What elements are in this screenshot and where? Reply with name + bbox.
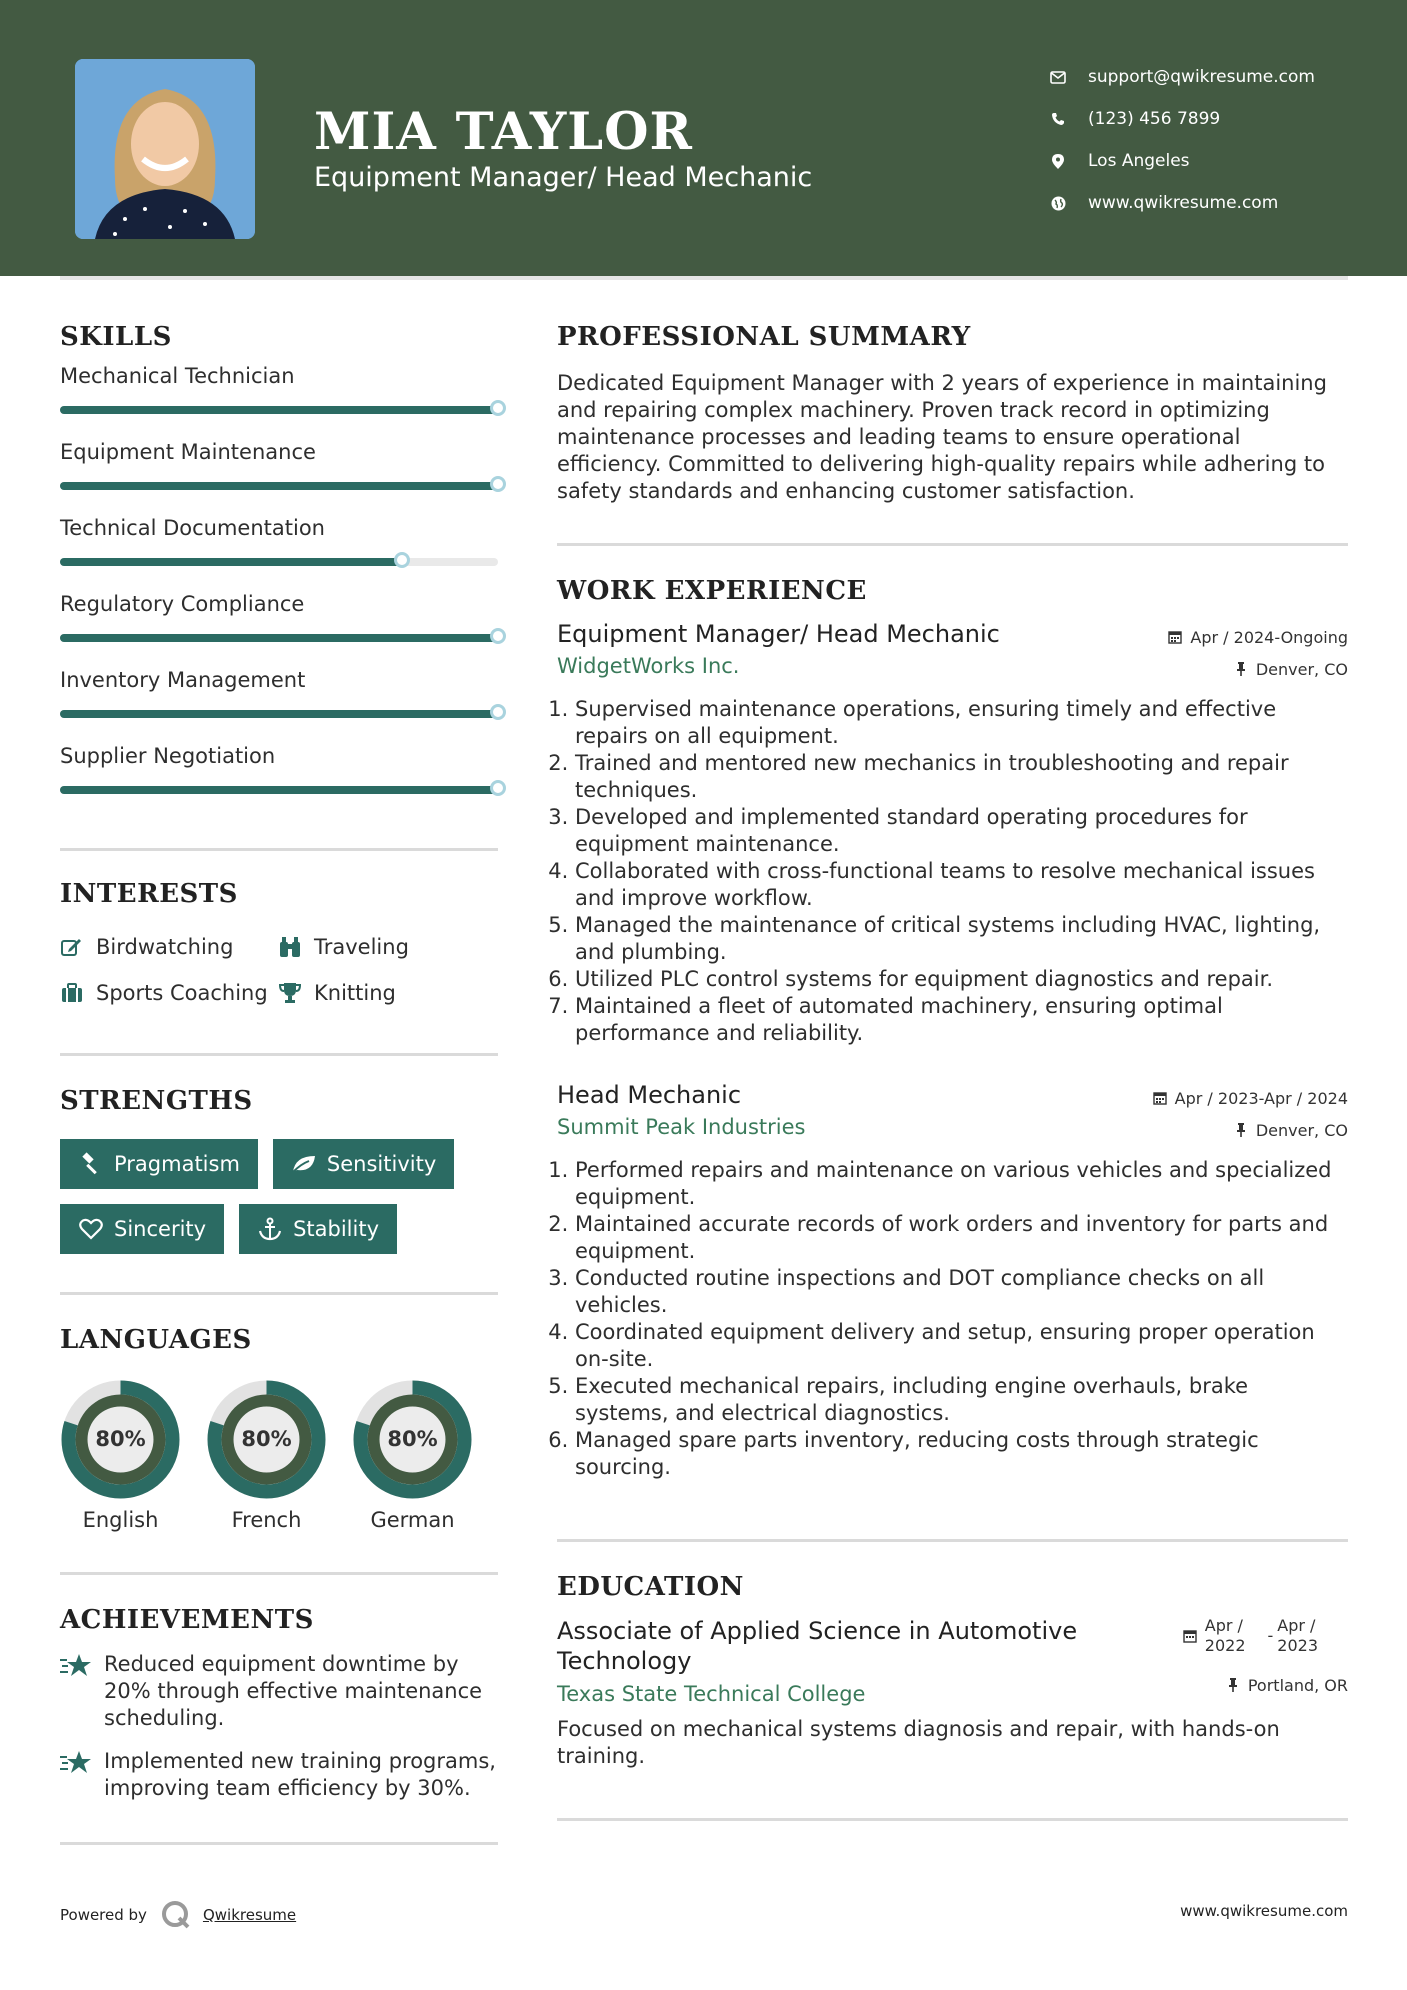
skill-bar: [60, 710, 498, 718]
strengths-list: [60, 1139, 498, 1254]
contact-website-text: www.qwikresume.com: [1088, 193, 1279, 213]
interest-item: [278, 977, 498, 1009]
skill-bar: [60, 558, 498, 566]
section-divider: [60, 1842, 498, 1845]
education-date-end: [1277, 1616, 1318, 1656]
education-header: [557, 1616, 1348, 1706]
job-bullet: 1. Supervised maintenance operations, ensuring timely and effective repairs on all equipment.: [575, 696, 1348, 750]
skill-item: [60, 356, 498, 432]
skill-bar-fill: [60, 710, 498, 718]
strength-label: Sincerity: [114, 1217, 207, 1241]
job-date: [1168, 626, 1348, 648]
achievement-text: Reduced equipment downtime by 20% through effective maintenance scheduling.: [104, 1652, 483, 1730]
pin-icon: [1226, 1678, 1240, 1692]
interests-heading: INTERESTS: [60, 879, 238, 909]
education-entry: [557, 1616, 1348, 1770]
job-title: Head Mechanic: [557, 1081, 742, 1109]
email-icon: [1050, 69, 1066, 85]
skill-bar-fill: [60, 786, 498, 794]
strength-label: Sensitivity: [326, 1152, 437, 1176]
skill-item: [60, 584, 498, 660]
skill-bar-knob: [394, 552, 410, 568]
skill-bar-fill: [60, 406, 498, 414]
education-date-dash: -: [1267, 1626, 1274, 1645]
job-location-text: Denver, CO: [1255, 659, 1348, 679]
job-date-text: Apr / 2023-Apr / 2024: [1174, 1088, 1348, 1108]
job-header: [557, 1081, 1348, 1141]
education-date-start-year: 2022: [1204, 1636, 1246, 1655]
skills-heading: SKILLS: [60, 322, 172, 352]
calendar-icon: [1183, 1628, 1197, 1642]
interest-label: Sports Coaching: [96, 981, 268, 1005]
strength-label: Pragmatism: [114, 1152, 240, 1176]
skill-bar-knob: [490, 704, 506, 720]
education-date-start-month: Apr /: [1204, 1616, 1243, 1635]
job-bullet: 5. Managed the maintenance of critical systems including HVAC, lighting, and plumbing.: [575, 912, 1348, 966]
left-column: [60, 322, 498, 1845]
heart-icon: [78, 1216, 104, 1242]
job-bullet: 5. Executed mechanical repairs, including engine overhauls, brake systems, and electrical diagnostics.: [575, 1373, 1348, 1427]
skill-bar-fill: [60, 634, 498, 642]
job-bullet: 4. Coordinated equipment delivery and setup, ensuring proper operation on-site.: [575, 1319, 1348, 1373]
skill-label: Regulatory Compliance: [60, 592, 305, 616]
section-divider: [60, 848, 498, 851]
job-bullet: 3. Conducted routine inspections and DOT compliance checks on all vehicles.: [575, 1265, 1348, 1319]
education-date-end-month: Apr /: [1277, 1616, 1316, 1635]
section-divider: [60, 1292, 498, 1295]
header-banner: [0, 0, 1407, 276]
contact-location: [1050, 140, 1315, 182]
language-label: French: [231, 1508, 302, 1532]
calendar-icon: [1168, 630, 1182, 644]
interest-label: Birdwatching: [96, 935, 234, 959]
achievement-item: [60, 1651, 498, 1732]
job-entry: [557, 620, 1348, 1047]
interest-item: [60, 931, 278, 963]
header-divider: [60, 276, 1348, 280]
skill-label: Technical Documentation: [60, 516, 325, 540]
pin-icon: [1234, 1123, 1248, 1137]
job-bullets: [557, 1157, 1348, 1481]
language-percent: 80%: [95, 1427, 146, 1451]
skill-bar-knob: [490, 628, 506, 644]
contact-email-text: support@qwikresume.com: [1088, 67, 1315, 87]
job-date-text: Apr / 2024-Ongoing: [1190, 627, 1348, 647]
skill-bar-fill: [60, 482, 498, 490]
globe-icon: [1050, 195, 1066, 211]
gavel-icon: [78, 1151, 104, 1177]
skill-bar: [60, 634, 498, 642]
language-item: [352, 1379, 473, 1532]
job-bullet: 2. Maintained accurate records of work orders and inventory for parts and equipment.: [575, 1211, 1348, 1265]
job-bullet: 6. Utilized PLC control systems for equipment diagnostics and repair.: [575, 966, 1348, 993]
job-date: [1153, 1087, 1348, 1109]
phone-icon: [1050, 111, 1066, 127]
achievements-list: [60, 1651, 498, 1802]
job-bullet: 4. Collaborated with cross-functional teams to resolve mechanical issues and improve workflow.: [575, 858, 1348, 912]
job-location-text: Denver, CO: [1255, 1120, 1348, 1140]
footer: [60, 1900, 1348, 1930]
language-label: German: [370, 1508, 455, 1532]
language-donut: [352, 1379, 473, 1500]
education-date-start: [1205, 1616, 1246, 1656]
education-meta: [1183, 1616, 1348, 1696]
footer-site-link[interactable]: www.qwikresume.com: [1180, 1902, 1348, 1920]
binoculars-icon: [278, 935, 302, 959]
footer-powered-label: Powered by: [60, 1906, 147, 1924]
job-location: [1168, 658, 1348, 680]
languages-list: [60, 1379, 498, 1532]
section-divider: [557, 543, 1348, 546]
candidate-name: MIA TAYLOR: [314, 102, 693, 162]
job-entry: [557, 1081, 1348, 1481]
skill-item: [60, 660, 498, 736]
star-award-icon: [60, 1651, 92, 1683]
trophy-icon: [278, 981, 302, 1005]
contact-website[interactable]: [1050, 182, 1315, 224]
contact-email[interactable]: [1050, 56, 1315, 98]
skill-item: [60, 432, 498, 508]
skill-bar: [60, 406, 498, 414]
education-heading: EDUCATION: [557, 1572, 744, 1602]
profile-photo: [75, 59, 255, 239]
skill-bar: [60, 482, 498, 490]
job-bullet: 7. Maintained a fleet of automated machinery, ensuring optimal performance and reliability.: [575, 993, 1348, 1047]
interest-item: [60, 977, 278, 1009]
strength-badge: [273, 1139, 454, 1189]
briefcase-icon: [60, 981, 84, 1005]
achievements-heading: ACHIEVEMENTS: [60, 1605, 314, 1635]
skill-label: Mechanical Technician: [60, 364, 295, 388]
pin-icon: [1234, 662, 1248, 676]
education-date: [1183, 1616, 1348, 1656]
strength-badge: [60, 1204, 224, 1254]
section-divider: [60, 1053, 498, 1056]
education-date-end-year: 2023: [1277, 1636, 1318, 1655]
location-icon: [1050, 153, 1066, 169]
language-donut: [206, 1379, 327, 1500]
language-percent: 80%: [387, 1427, 438, 1451]
job-bullet: 6. Managed spare parts inventory, reducing costs through strategic sourcing.: [575, 1427, 1348, 1481]
skill-label: Equipment Maintenance: [60, 440, 316, 464]
language-label: English: [82, 1508, 159, 1532]
skill-bar-knob: [490, 400, 506, 416]
job-meta: [1168, 620, 1348, 680]
star-award-icon: [60, 1748, 92, 1780]
right-column: [557, 322, 1348, 1821]
strength-badge: [60, 1139, 258, 1189]
strengths-heading: STRENGTHS: [60, 1086, 253, 1116]
strength-badge: [239, 1204, 397, 1254]
contact-phone-text: (123) 456 7899: [1088, 109, 1221, 129]
contact-location-text: Los Angeles: [1088, 151, 1190, 171]
footer-powered: [60, 1900, 296, 1930]
section-divider: [557, 1818, 1348, 1821]
interests-list: [60, 931, 498, 1009]
skill-label: Inventory Management: [60, 668, 306, 692]
leaf-icon: [291, 1151, 317, 1177]
strength-label: Stability: [293, 1217, 380, 1241]
qwikresume-logo-icon: [161, 1900, 191, 1930]
contact-list: [1050, 56, 1315, 224]
experience-heading: WORK EXPERIENCE: [557, 576, 867, 606]
skill-bar: [60, 786, 498, 794]
job-company: WidgetWorks Inc.: [557, 654, 740, 678]
candidate-title: Equipment Manager/ Head Mechanic: [314, 162, 813, 193]
contact-phone[interactable]: [1050, 98, 1315, 140]
job-bullet: 3. Developed and implemented standard operating procedures for equipment maintenance.: [575, 804, 1348, 858]
achievement-text: Implemented new training programs, improving team efficiency by 30%.: [104, 1749, 496, 1800]
education-location: [1183, 1674, 1348, 1696]
job-location: [1153, 1119, 1348, 1141]
job-company: Summit Peak Industries: [557, 1115, 806, 1139]
footer-brand-link[interactable]: Qwikresume: [202, 1906, 297, 1924]
skill-item: [60, 508, 498, 584]
job-meta: [1153, 1081, 1348, 1141]
job-bullet: 1. Performed repairs and maintenance on various vehicles and specialized equipment.: [575, 1157, 1348, 1211]
language-donut: [60, 1379, 181, 1500]
achievement-item: [60, 1748, 498, 1802]
job-header: [557, 620, 1348, 680]
language-item: [60, 1379, 181, 1532]
job-bullets: [557, 696, 1348, 1047]
section-divider: [557, 1539, 1348, 1542]
calendar-icon: [1153, 1091, 1167, 1105]
pencil-square-icon: [60, 935, 84, 959]
education-location-text: Portland, OR: [1247, 1675, 1348, 1695]
interest-item: [278, 931, 498, 963]
skill-bar-knob: [490, 780, 506, 796]
interest-label: Knitting: [314, 981, 396, 1005]
section-divider: [60, 1572, 498, 1575]
job-title: Equipment Manager/ Head Mechanic: [557, 620, 1000, 648]
education-description: Focused on mechanical systems diagnosis and repair, with hands-on training.: [557, 1717, 1280, 1768]
skill-bar-knob: [490, 476, 506, 492]
interest-label: Traveling: [314, 935, 409, 959]
language-percent: 80%: [241, 1427, 292, 1451]
skills-list: [60, 356, 498, 812]
education-school: Texas State Technical College: [557, 1682, 866, 1706]
job-bullet: 2. Trained and mentored new mechanics in troubleshooting and repair techniques.: [575, 750, 1348, 804]
summary-text: Dedicated Equipment Manager with 2 years of experience in maintaining and repairing complex machinery. Proven track record in optimizing maintenance processes and leading teams to ensure operational efficiency. Committed to delivering high-quality repairs while adhering to safety standards and enhancing customer satisfaction.: [557, 371, 1327, 503]
anchor-icon: [257, 1216, 283, 1242]
skill-item: [60, 736, 498, 812]
skill-label: Supplier Negotiation: [60, 744, 276, 768]
languages-heading: LANGUAGES: [60, 1325, 252, 1355]
skill-bar-fill: [60, 558, 402, 566]
summary-heading: PROFESSIONAL SUMMARY: [557, 322, 971, 352]
language-item: [206, 1379, 327, 1532]
education-degree: Associate of Applied Science in Automotive Technology: [557, 1617, 1078, 1675]
